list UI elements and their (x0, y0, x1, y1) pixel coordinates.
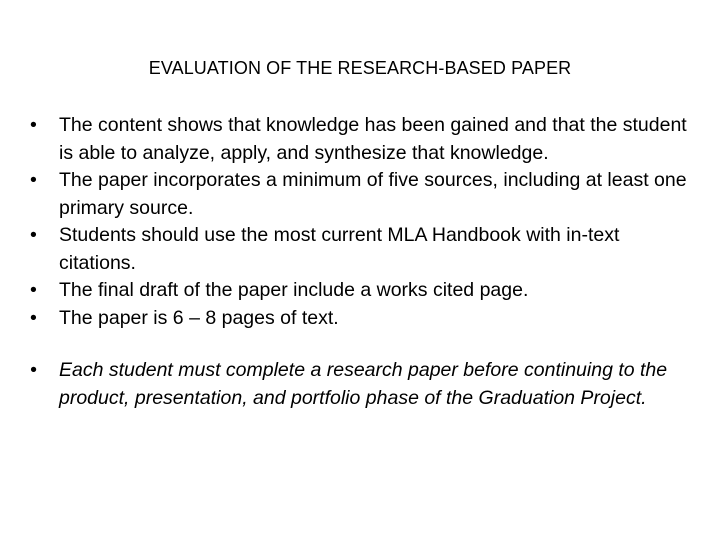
bullet-item (30, 277, 690, 305)
bullet-text: Students should use the most current MLA Handbook with in-text citations. (59, 224, 620, 274)
document-title: EVALUATION OF THE RESEARCH-BASED PAPER (148, 58, 572, 78)
bullet-icon: • (30, 359, 37, 381)
bullet-item (30, 167, 690, 222)
bullet-item (30, 305, 690, 333)
note-text: Each student must complete a research paper before continuing to the product, presentation, and portfolio phase of the Graduation Project. (59, 359, 668, 409)
bullet-icon: • (30, 224, 37, 246)
bullet-list (30, 112, 690, 412)
bullet-item (30, 112, 690, 167)
bullet-icon: • (30, 169, 37, 191)
bullet-text: The content shows that knowledge has been gained and that the student is able to analyze, apply, and synthesize that knowledge. (59, 114, 687, 164)
note-item (30, 357, 690, 412)
bullet-text: The final draft of the paper include a works cited page. (59, 279, 529, 301)
bullet-icon: • (30, 114, 37, 136)
bullet-text: The paper is 6 – 8 pages of text. (59, 306, 339, 329)
spacer (30, 332, 690, 357)
bullet-text: The paper incorporates a minimum of five sources, including at least one primary source. (59, 169, 687, 219)
bullet-icon: • (30, 279, 37, 301)
bullet-item (30, 222, 690, 277)
bullet-icon: • (30, 306, 37, 329)
